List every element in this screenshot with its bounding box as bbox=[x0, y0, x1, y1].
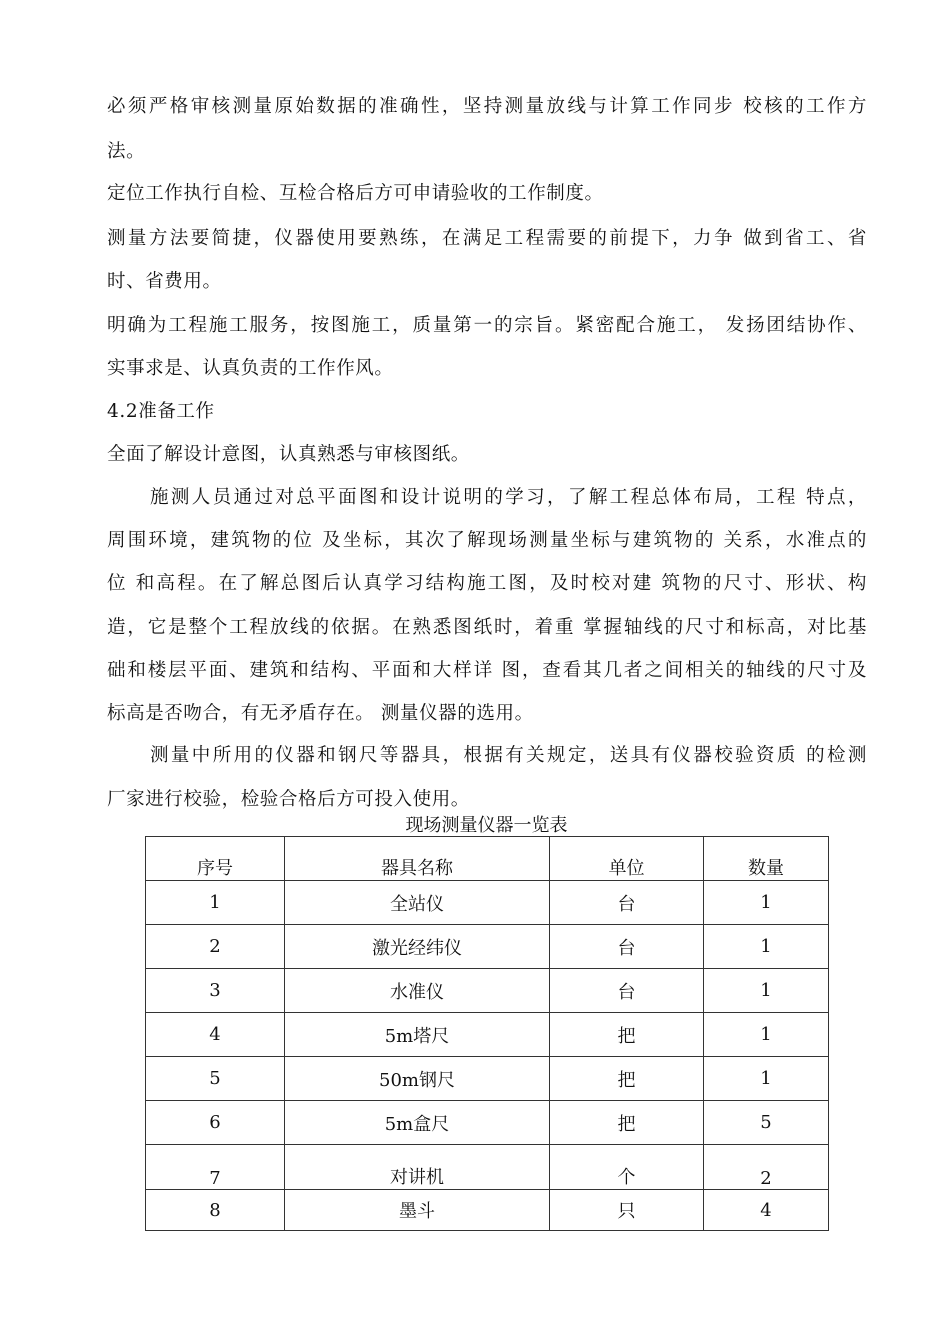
body-text-line: 法。 bbox=[107, 141, 146, 162]
cell-unit: 台 bbox=[550, 881, 704, 925]
body-text-line: 必须严格审核测量原始数据的准确性，坚持测量放线与计算工作同步 校核的工作方 bbox=[107, 96, 867, 117]
table-caption: 现场测量仪器一览表 bbox=[405, 815, 568, 836]
cell-name: 激光经纬仪 bbox=[285, 925, 550, 969]
table-row bbox=[146, 925, 829, 969]
body-text-line: 周围环境，建筑物的位 及坐标，其次了解现场测量坐标与建筑物的 关系，水准点的 bbox=[107, 530, 867, 551]
table-header-row bbox=[146, 837, 829, 881]
cell-name: 全站仪 bbox=[285, 881, 550, 925]
body-text-line: 测量中所用的仪器和钢尺等器具，根据有关规定，送具有仪器校验资质 的检测 bbox=[150, 745, 867, 766]
cell-name: 墨斗 bbox=[285, 1190, 550, 1231]
cell-unit: 只 bbox=[550, 1190, 704, 1231]
cell-quantity: 2 bbox=[704, 1145, 829, 1190]
table-row bbox=[146, 1101, 829, 1145]
header-index: 序号 bbox=[146, 837, 285, 881]
cell-index: 5 bbox=[146, 1057, 285, 1101]
cell-quantity: 4 bbox=[704, 1190, 829, 1231]
cell-unit: 把 bbox=[550, 1013, 704, 1057]
body-text-line: 实事求是、认真负责的工作作风。 bbox=[107, 358, 394, 379]
cell-index: 6 bbox=[146, 1101, 285, 1145]
table-row bbox=[146, 1013, 829, 1057]
cell-quantity: 1 bbox=[704, 1013, 829, 1057]
cell-name: 水准仪 bbox=[285, 969, 550, 1013]
instrument-table bbox=[145, 836, 829, 1231]
cell-quantity: 1 bbox=[704, 969, 829, 1013]
body-text-line: 时、省费用。 bbox=[107, 271, 222, 292]
cell-index: 8 bbox=[146, 1190, 285, 1231]
cell-index: 4 bbox=[146, 1013, 285, 1057]
header-unit: 单位 bbox=[550, 837, 704, 881]
table-row bbox=[146, 1145, 829, 1190]
cell-quantity: 1 bbox=[704, 925, 829, 969]
cell-index: 1 bbox=[146, 881, 285, 925]
table-row bbox=[146, 969, 829, 1013]
table-row bbox=[146, 1057, 829, 1101]
cell-index: 3 bbox=[146, 969, 285, 1013]
cell-unit: 个 bbox=[550, 1145, 704, 1190]
section-heading: 4.2准备工作 bbox=[107, 401, 215, 422]
body-text-line: 造，它是整个工程放线的依据。在熟悉图纸时，着重 掌握轴线的尺寸和标高，对比基 bbox=[107, 617, 867, 638]
cell-name: 5m塔尺 bbox=[285, 1013, 550, 1057]
body-text-line: 明确为工程施工服务，按图施工，质量第一的宗旨。紧密配合施工， 发扬团结协作、 bbox=[107, 315, 867, 336]
body-text-line: 全面了解设计意图，认真熟悉与审核图纸。 bbox=[107, 444, 470, 465]
body-text-line: 厂家进行校验，检验合格后方可投入使用。 bbox=[107, 789, 470, 810]
cell-index: 2 bbox=[146, 925, 285, 969]
body-text-line: 础和楼层平面、建筑和结构、平面和大样详 图，查看其几者之间相关的轴线的尺寸及 bbox=[107, 660, 867, 681]
body-text-line: 定位工作执行自检、互检合格后方可申请验收的工作制度。 bbox=[107, 183, 604, 204]
cell-unit: 把 bbox=[550, 1057, 704, 1101]
table-row bbox=[146, 1190, 829, 1231]
body-text-line: 标高是否吻合，有无矛盾存在。 测量仪器的选用。 bbox=[107, 703, 534, 724]
cell-name: 对讲机 bbox=[285, 1145, 550, 1190]
cell-unit: 把 bbox=[550, 1101, 704, 1145]
body-text-line: 位 和高程。在了解总图后认真学习结构施工图，及时校对建 筑物的尺寸、形状、构 bbox=[107, 573, 867, 594]
cell-name: 50m钢尺 bbox=[285, 1057, 550, 1101]
header-quantity: 数量 bbox=[704, 837, 829, 881]
header-name: 器具名称 bbox=[285, 837, 550, 881]
cell-quantity: 1 bbox=[704, 1057, 829, 1101]
cell-quantity: 1 bbox=[704, 881, 829, 925]
cell-unit: 台 bbox=[550, 969, 704, 1013]
body-text-line: 测量方法要简捷，仪器使用要熟练，在满足工程需要的前提下，力争 做到省工、省 bbox=[107, 228, 867, 249]
table-row bbox=[146, 881, 829, 925]
cell-index: 7 bbox=[146, 1145, 285, 1190]
cell-unit: 台 bbox=[550, 925, 704, 969]
cell-name: 5m盒尺 bbox=[285, 1101, 550, 1145]
cell-quantity: 5 bbox=[704, 1101, 829, 1145]
body-text-line: 施测人员通过对总平面图和设计说明的学习，了解工程总体布局，工程 特点， bbox=[150, 487, 867, 508]
